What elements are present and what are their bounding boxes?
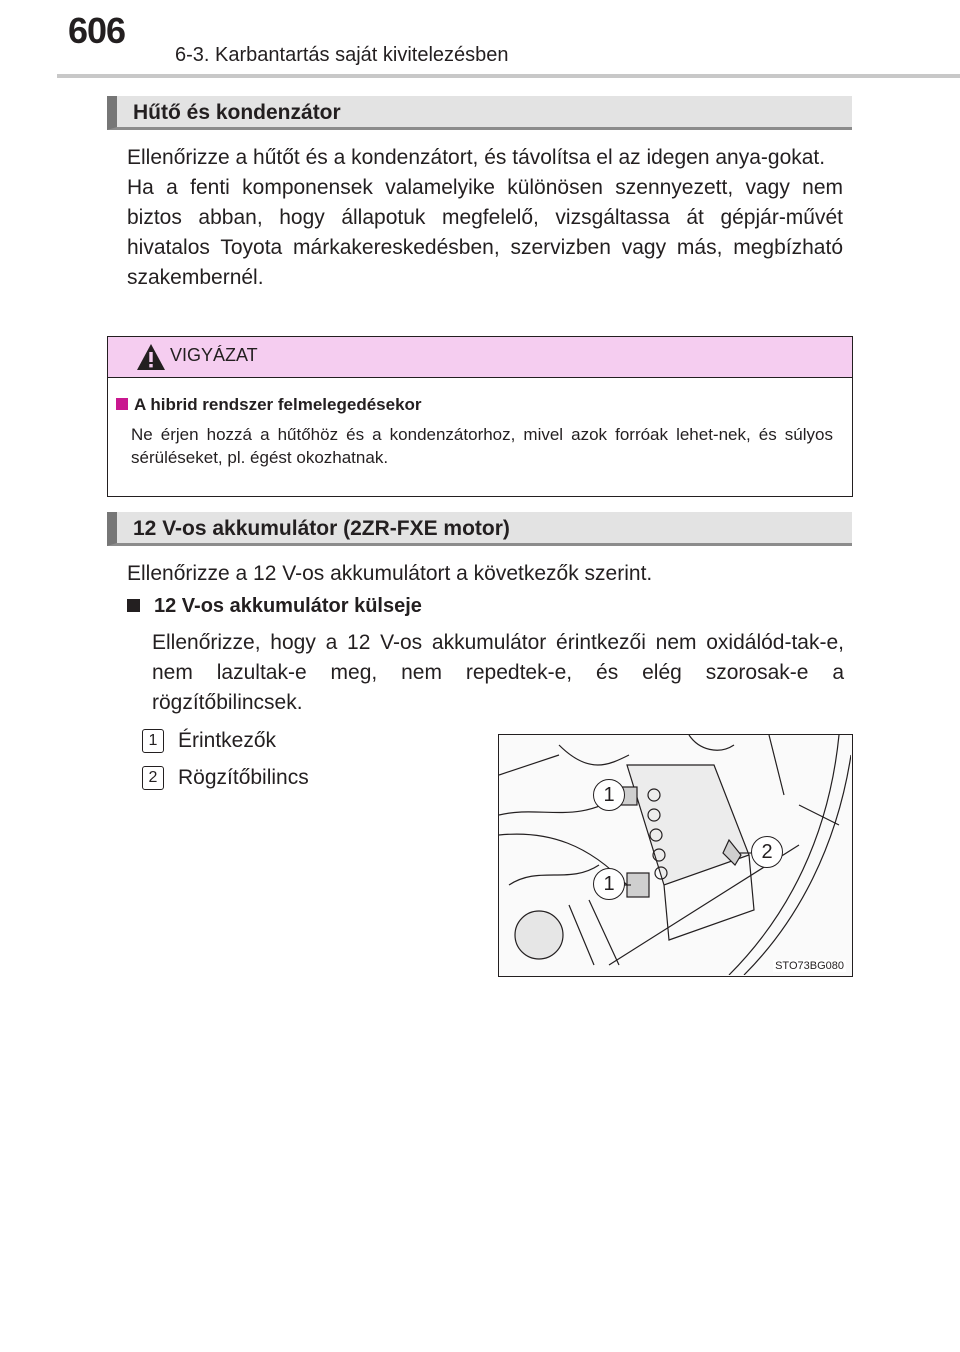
warning-triangle-icon	[136, 343, 166, 371]
section-title: 12 V-os akkumulátor (2ZR-FXE motor)	[133, 517, 510, 540]
legend-label: Érintkezők	[178, 729, 277, 752]
legend-item	[142, 766, 309, 790]
caution-header	[108, 337, 852, 378]
battery-exterior-heading	[127, 595, 422, 618]
caution-subtitle-text: A hibrid rendszer felmelegedésekor	[134, 395, 422, 414]
paragraph: Ellenőrizze a hűtőt és a kondenzátort, és távolítsa el az idegen anya-gokat.	[127, 146, 826, 169]
radiator-text	[127, 143, 843, 293]
square-bullet-icon	[127, 599, 140, 612]
subheading-text: 12 V-os akkumulátor külseje	[154, 595, 422, 617]
number-badge: 2	[142, 766, 164, 790]
figure-callout: 2	[751, 836, 783, 868]
header-divider	[57, 74, 960, 78]
caution-label: VIGYÁZAT	[170, 345, 258, 365]
battery-exterior-text: Ellenőrizze, hogy a 12 V-os akkumulátor érintkezői nem oxidálód-tak-e, nem lazultak-e meg, nem repedtek-e, és elég szorosak-e a rögzítőbilincsek.	[152, 631, 844, 714]
page-number: 606	[68, 10, 126, 51]
figure-callout: 1	[593, 868, 625, 900]
square-bullet-icon	[116, 398, 128, 410]
caution-box	[107, 336, 853, 497]
caution-subtitle	[116, 395, 422, 415]
paragraph: Ha a fenti komponensek valamelyike különösen szennyezett, vagy nem biztos abban, hogy állapotuk megfelelő, vizsgáltassa át gépjár-művét hivatalos Toyota márkakereskedésben, szervizben vagy más, megbízható szakembernél.	[127, 176, 843, 289]
number-badge: 1	[142, 729, 164, 753]
battery-intro: Ellenőrizze a 12 V-os akkumulátort a következők szerint.	[127, 562, 653, 585]
engine-bay-drawing	[499, 735, 851, 975]
figure-code: STO73BG080	[775, 960, 844, 972]
legend-item	[142, 729, 276, 753]
section-heading-battery	[107, 512, 852, 546]
battery-illustration	[498, 734, 853, 977]
section-heading-radiator	[107, 96, 852, 130]
section-title: Hűtő és kondenzátor	[133, 101, 341, 124]
caution-text: Ne érjen hozzá a hűtőhöz és a kondenzátorhoz, mivel azok forróak lehet-nek, és súlyos sérüléseket, pl. égést okozhatnak.	[131, 425, 833, 467]
figure-callout: 1	[593, 779, 625, 811]
chapter-title: 6-3. Karbantartás saját kivitelezésben	[175, 44, 509, 66]
legend-label: Rögzítőbilincs	[178, 766, 309, 789]
